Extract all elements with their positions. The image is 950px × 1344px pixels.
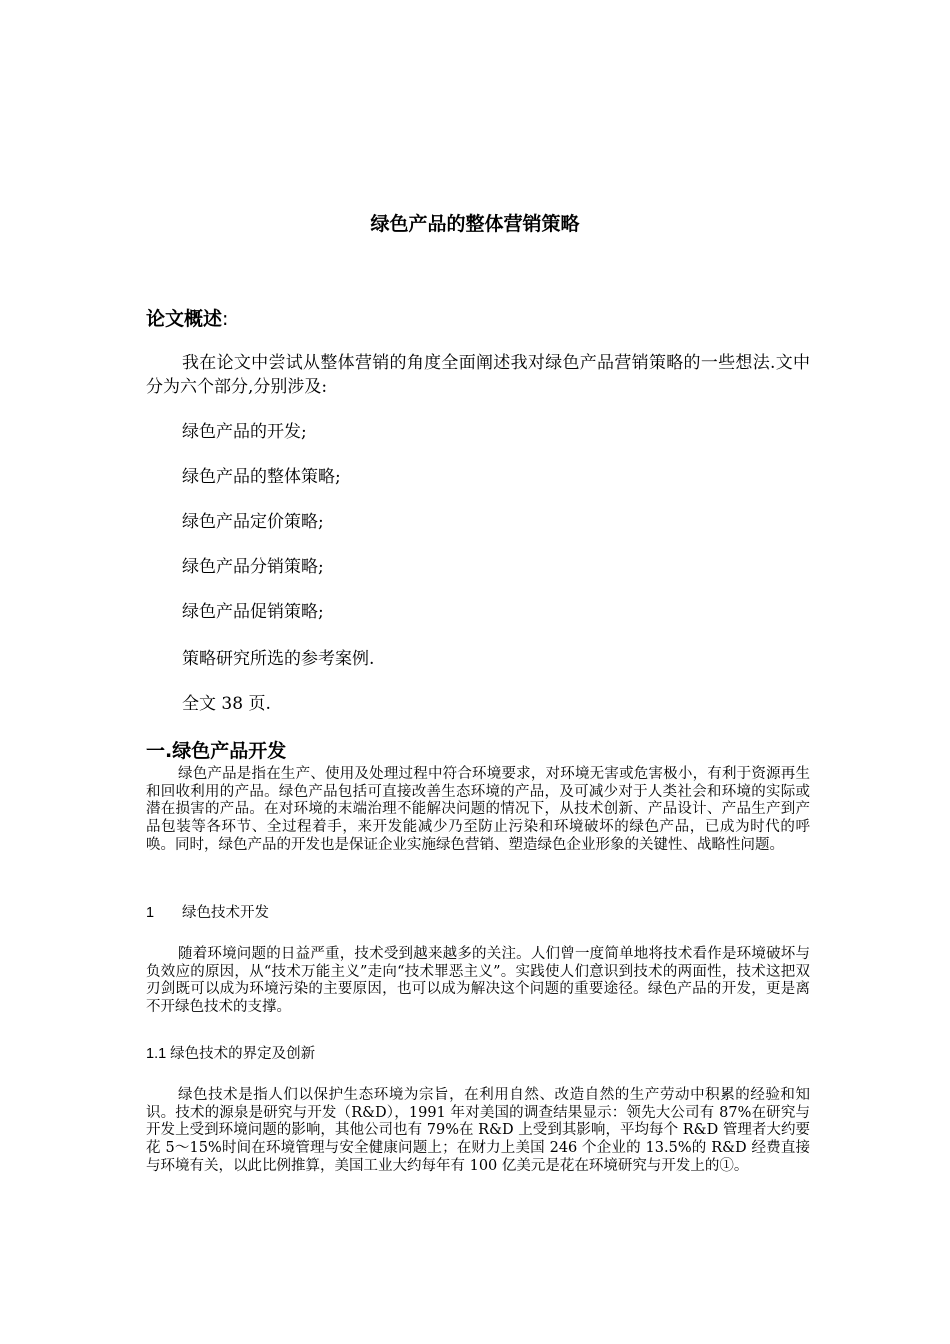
subsection-1-1-title: 绿色技术的界定及创新 (170, 1046, 316, 1062)
overview-item-promotion: 绿色产品促销策略; (182, 602, 324, 622)
section1-paragraph-1: 绿色产品是指在生产、使用及处理过程中符合环境要求，对环境无害或危害极小，有利于资源再生和回收利用的产品。绿色产品包括可直接改善生态环境的产品，及可减少对于人类社会和环境的实际或潜在损害的产品。在对环境的末端治理不能解决问题的情况下，从技术创新、产品设计、产品生产到产品包装等各环节、全过程着手，来开发能减少乃至防止污染和环境破坏的绿色产品，已成为时代的呼唤。同时，绿色产品的开发也是保证企业实施绿色营销、塑造绿色企业形象的关键性、战略性问题。 (146, 766, 810, 853)
document-title: 绿色产品的整体营销策略 (370, 213, 580, 235)
overview-item-distribution: 绿色产品分销策略; (182, 557, 324, 577)
subsection-1-1-heading (146, 1045, 315, 1063)
section1-heading: 一.绿色产品开发 (146, 740, 287, 762)
section1-paragraph-2: 随着环境问题的日益严重，技术受到越来越多的关注。人们曾一度简单地将技术看作是环境破坏与负效应的原因，从“技术万能主义”走向“技术罪恶主义”。实践使人们意识到技术的两面性，技术这把双刃剑既可以成为环境污染的主要原因，也可以成为解决这个问题的重要途径。绿色产品的开发，更是离不开绿色技术的支撑。 (146, 946, 810, 1016)
subsection-1-number: 1 (146, 905, 155, 921)
subsection-1-heading (146, 904, 269, 922)
overview-heading (146, 305, 228, 333)
section1-paragraph-3: 绿色技术是指人们以保护生态环境为宗旨，在利用自然、改造自然的生产劳动中积累的经验和知识。技术的源泉是研究与开发（R&D），1991 年对美国的调查结果显示：领先大公司有 87%在研究与开发上受到环境问题的影响，其他公司也有 79%在 R&D 上受到其影响，平均每个 R&D 管理者大约要花 5～15%时间在环境管理与安全健康问题上；在财力上美国 246 个企业的 13.5%的 R&D 经费直接与环境有关，以此比例推算，美国工业大约每年有 100 亿美元是花在环境研究与开发上的①。 (146, 1087, 810, 1174)
overview-item-development: 绿色产品的开发; (182, 422, 307, 442)
overview-heading-text: 论文概述 (146, 308, 223, 330)
overview-intro: 我在论文中尝试从整体营销的角度全面阐述我对绿色产品营销策略的一些想法.文中分为六个部分,分别涉及: (146, 353, 810, 397)
overview-item-cases: 策略研究所选的参考案例. (182, 649, 375, 669)
overview-heading-colon: : (222, 308, 229, 330)
subsection-1-1-number: 1.1 (146, 1046, 167, 1062)
overview-item-pricing: 绿色产品定价策略; (182, 512, 324, 532)
overview-item-page-count: 全文 38 页. (182, 694, 271, 714)
overview-item-overall-strategy: 绿色产品的整体策略; (182, 467, 341, 487)
subsection-1-title: 绿色技术开发 (182, 905, 269, 921)
